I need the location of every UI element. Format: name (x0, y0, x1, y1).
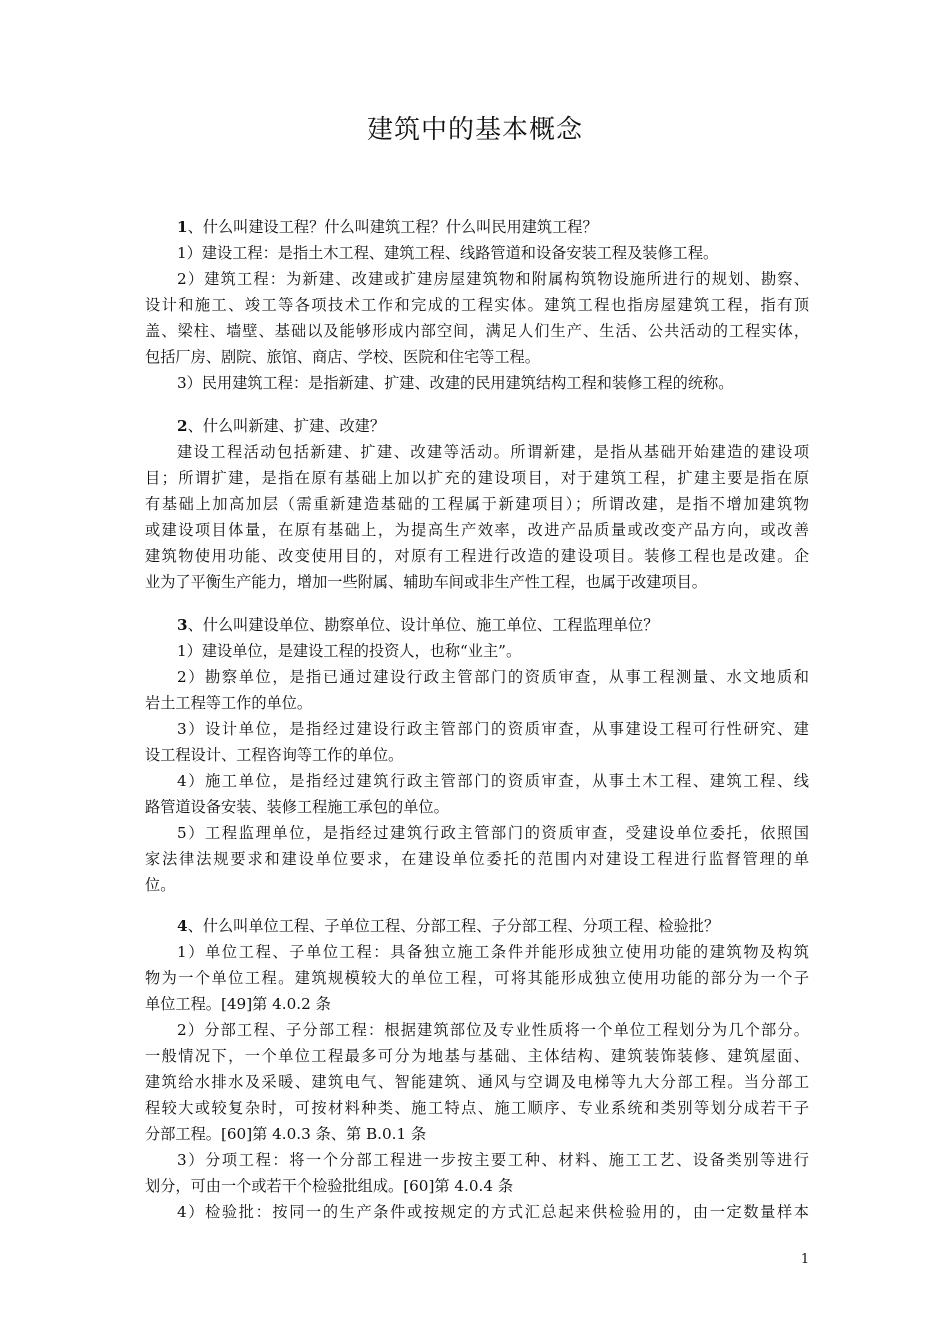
paragraph-line: 业为了平衡生产能力，增加一些附属、辅助车间或非生产性工程，也属于改建项目。 (145, 573, 707, 591)
section-heading-text: 、什么叫建设工程？什么叫建筑工程？什么叫民用建筑工程？ (187, 218, 598, 236)
paragraph-line: 岩土工程等工作的单位。 (145, 694, 313, 712)
section-heading-text: 、什么叫单位工程、子单位工程、分部工程、子分部工程、分项工程、检验批？ (187, 917, 720, 935)
document-title: 建筑中的基本概念 (366, 115, 583, 145)
paragraph-line: 路管道设备安装、装修工程施工承包的单位。 (145, 798, 449, 816)
section-number: 3 (177, 616, 188, 634)
paragraph-line: 物为一个单位工程。建筑规模较大的单位工程，可将其能形成独立使用功能的部分为一个子 (145, 969, 809, 987)
paragraph-line: 设计和施工、竣工等各项技术工作和完成的工程实体。建筑工程也指房屋建筑工程，指有顶 (145, 296, 809, 314)
paragraph-line: 2）勘察单位，是指已通过建设行政主管部门的资质审查，从事工程测量、水文地质和 (177, 668, 809, 686)
paragraph-line: 设工程设计、工程咨询等工作的单位。 (145, 746, 404, 764)
paragraph-line: 目；所谓扩建，是指在原有基础上加以扩充的建设项目，对于建筑工程，扩建主要是指在原 (145, 469, 809, 487)
section-heading-text: 、什么叫新建、扩建、改建？ (187, 417, 386, 435)
paragraph-line: 一般情况下，一个单位工程最多可分为地基与基础、主体结构、建筑装饰装修、建筑屋面、 (145, 1047, 809, 1065)
paragraph-line: 建筑给水排水及采暖、建筑电气、智能建筑、通风与空调及电梯等九大分部工程。当分部工 (145, 1073, 809, 1091)
section-heading (145, 413, 809, 439)
paragraph-line: 建筑物使用功能、改变使用目的，对原有工程进行改造的建设项目。装修工程也是改建。企 (145, 547, 809, 565)
paragraph-line: 1）建设工程：是指土木工程、建筑工程、线路管道和设备安装工程及装修工程。 (177, 244, 719, 262)
paragraph-line: 包括厂房、剧院、旅馆、商店、学校、医院和住宅等工程。 (145, 348, 540, 366)
section-number: 1 (177, 218, 188, 236)
section-heading (145, 214, 809, 240)
paragraph-line: 单位工程。[49]第 4.0.2 条 (145, 995, 331, 1013)
paragraph-line: 盖、梁柱、墙壁、基础以及能够形成内部空间，满足人们生产、生活、公共活动的工程实体， (145, 322, 809, 340)
paragraph-line: 3）分项工程：将一个分部工程进一步按主要工种、材料、施工工艺、设备类别等进行 (177, 1151, 809, 1169)
paragraph-line: 位。 (145, 876, 176, 894)
section-number: 2 (177, 417, 188, 435)
page-number: 1 (800, 1252, 810, 1267)
section-heading (145, 913, 809, 939)
paragraph-line: 划分，可由一个或若干个检验批组成。[60]第 4.0.4 条 (145, 1177, 514, 1195)
paragraph-line: 建设工程活动包括新建、扩建、改建等活动。所谓新建，是指从基础开始建造的建设项 (177, 443, 809, 461)
paragraph-line: 3）设计单位，是指经过建设行政主管部门的资质审查，从事建设工程可行性研究、建 (177, 720, 809, 738)
section-number: 4 (177, 917, 188, 935)
section-heading (145, 612, 809, 638)
paragraph-line: 1）单位工程、子单位工程：具备独立施工条件并能形成独立使用功能的建筑物及构筑 (177, 943, 809, 961)
paragraph-line: 2）分部工程、子分部工程：根据建筑部位及专业性质将一个单位工程划分为几个部分。 (177, 1021, 809, 1039)
section-heading-text: 、什么叫建设单位、勘察单位、设计单位、施工单位、工程监理单位？ (187, 616, 659, 634)
paragraph-line: 或建设项目体量，在原有基础上，为提高生产效率，改进产品质量或改变产品方向，或改善 (145, 521, 809, 539)
paragraph-line: 程较大或较复杂时，可按材料种类、施工特点、施工顺序、专业系统和类别等划分成若干子 (145, 1099, 809, 1117)
paragraph-line: 5）工程监理单位，是指经过建筑行政主管部门的资质审查，受建设单位委托，依照国 (177, 824, 809, 842)
paragraph-line: 2）建筑工程：为新建、改建或扩建房屋建筑物和附属构筑物设施所进行的规划、勘察、 (177, 270, 809, 288)
paragraph-line: 4）检验批：按同一的生产条件或按规定的方式汇总起来供检验用的，由一定数量样本 (177, 1203, 809, 1221)
paragraph-line: 1）建设单位，是建设工程的投资人，也称“业主”。 (177, 642, 522, 660)
paragraph-line: 3）民用建筑工程：是指新建、扩建、改建的民用建筑结构工程和装修工程的统称。 (177, 374, 734, 392)
paragraph-line: 4）施工单位，是指经过建筑行政主管部门的资质审查，从事土木工程、建筑工程、线 (177, 772, 809, 790)
paragraph-line: 分部工程。[60]第 4.0.3 条、第 B.0.1 条 (145, 1125, 427, 1143)
paragraph-line: 家法律法规要求和建设单位要求，在建设单位委托的范围内对建设工程进行监督管理的单 (145, 850, 809, 868)
paragraph-line: 有基础上加高加层（需重新建造基础的工程属于新建项目）；所谓改建，是指不增加建筑物 (145, 495, 809, 513)
